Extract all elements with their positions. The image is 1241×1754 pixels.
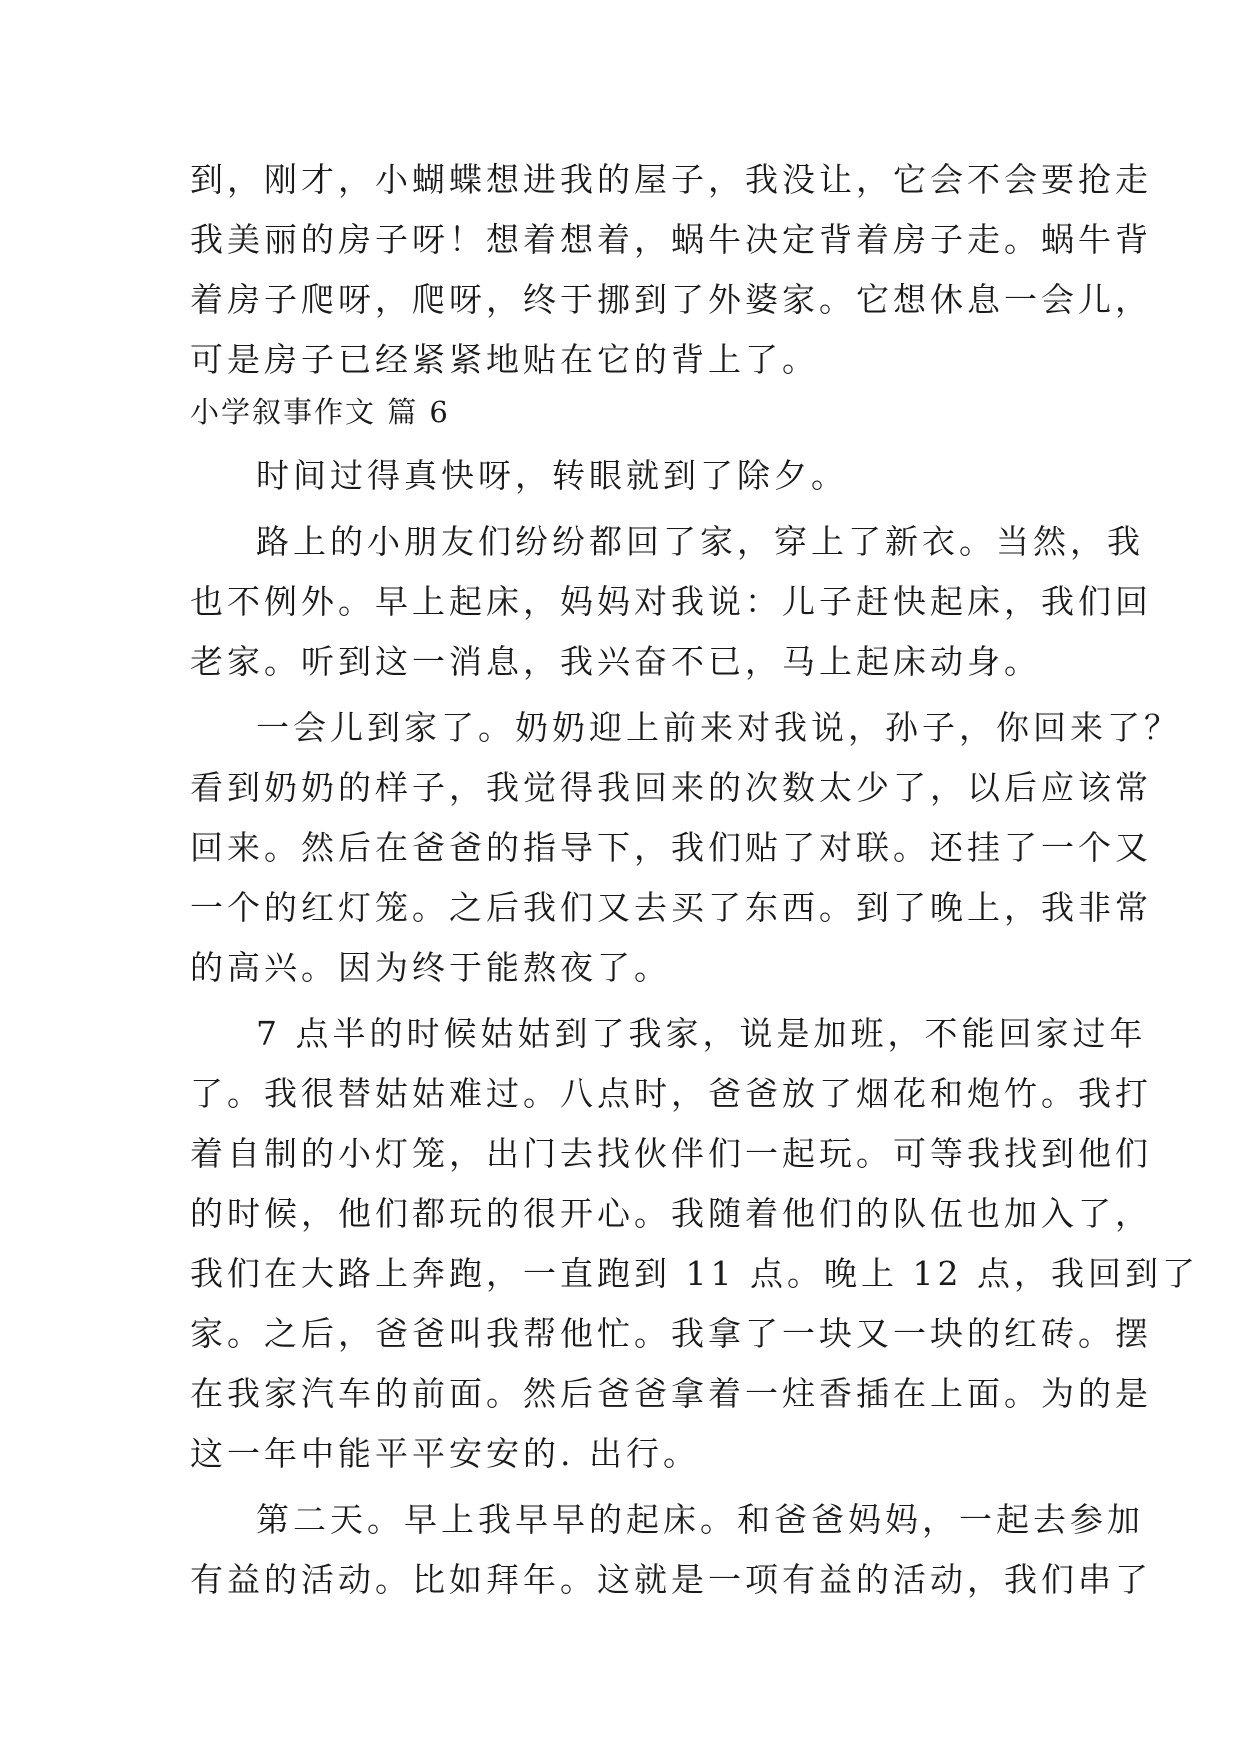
intro-paragraph xyxy=(190,150,1152,390)
text-line: 第二天。早上我早早的起床。和爸爸妈妈，一起去参加 xyxy=(256,1500,1144,1539)
text-line: 在我家汽车的前面。然后爸爸拿着一炷香插在上面。为的是 xyxy=(190,1374,1152,1413)
paragraph xyxy=(190,698,1181,998)
text-line: 老家。听到这一消息，我兴奋不已，马上起床动身。 xyxy=(190,642,1041,681)
text-line: 7 点半的时候姑姑到了我家，说是加班，不能回家过年 xyxy=(256,1014,1147,1053)
text-line: 可是房子已经紧紧地贴在它的背上了。 xyxy=(190,340,819,379)
text-line: 这一年中能平平安安的. 出行。 xyxy=(190,1434,700,1473)
text-line: 到，刚才，小蝴蝶想进我的屋子，我没让，它会不会要抢走 xyxy=(190,160,1152,199)
paragraph xyxy=(190,446,1070,506)
text-line: 时间过得真快呀，转眼就到了除夕。 xyxy=(256,456,848,495)
text-line: 有益的活动。比如拜年。这就是一项有益的活动，我们串了 xyxy=(190,1560,1152,1599)
text-line: 的时候，他们都玩的很开心。我随着他们的队伍也加入了， xyxy=(190,1194,1152,1233)
text-line: 着房子爬呀，爬呀，终于挪到了外婆家。它想休息一会儿， xyxy=(190,280,1152,319)
text-line: 我美丽的房子呀！想着想着，蜗牛决定背着房子走。蜗牛背 xyxy=(190,220,1152,259)
text-line: 也不例外。早上起床，妈妈对我说：儿子赶快起床，我们回 xyxy=(190,582,1152,621)
paragraph xyxy=(190,1490,1152,1610)
text-line: 家。之后，爸爸叫我帮他忙。我拿了一块又一块的红砖。摆 xyxy=(190,1314,1152,1353)
text-line: 看到奶奶的样子，我觉得我回来的次数太少了，以后应该常 xyxy=(190,768,1152,807)
document-page xyxy=(190,150,1199,1610)
text-line: 着自制的小灯笼，出门去找伙伴们一起玩。可等我找到他们 xyxy=(190,1134,1152,1173)
text-line: 的高兴。因为终于能熬夜了。 xyxy=(190,948,671,987)
section-title: 小学叙事作文 篇 6 xyxy=(190,395,450,429)
text-line: 我们在大路上奔跑，一直跑到 11 点。晚上 12 点，我回到了 xyxy=(190,1254,1199,1293)
paragraph xyxy=(190,512,1152,692)
text-line: 一会儿到家了。奶奶迎上前来对我说，孙子，你回来了？ xyxy=(256,708,1181,747)
text-line: 了。我很替姑姑难过。八点时，爸爸放了烟花和炮竹。我打 xyxy=(190,1074,1152,1113)
text-line: 回来。然后在爸爸的指导下，我们贴了对联。还挂了一个又 xyxy=(190,828,1152,867)
paragraph xyxy=(190,1004,1199,1484)
text-line: 路上的小朋友们纷纷都回了家，穿上了新衣。当然，我 xyxy=(256,522,1144,561)
text-line: 一个的红灯笼。之后我们又去买了东西。到了晚上，我非常 xyxy=(190,888,1152,927)
